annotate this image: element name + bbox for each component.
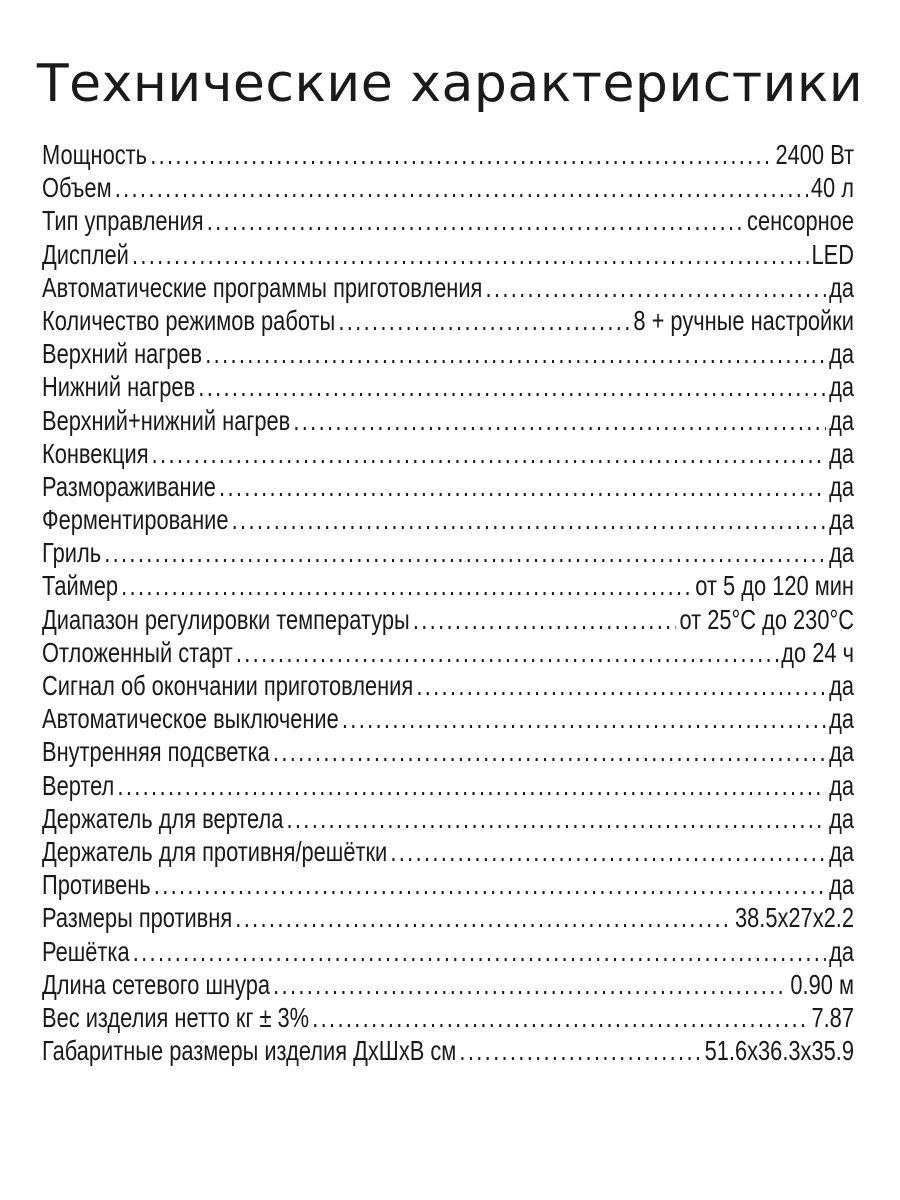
spec-label: Отложенный старт [42, 636, 233, 668]
dot-leader [236, 636, 778, 669]
spec-value: да [829, 537, 854, 569]
spec-row [42, 735, 854, 768]
spec-label: Дисплей [42, 238, 129, 270]
spec-value: да [829, 470, 854, 502]
spec-value: 51.6х36.3х35.9 [704, 1035, 854, 1067]
spec-row [42, 1034, 854, 1067]
spec-value: да [829, 371, 854, 403]
dot-leader [390, 835, 826, 868]
spec-row [42, 204, 854, 237]
dot-leader [132, 238, 808, 271]
spec-value: от 25°С до 230°С [679, 603, 854, 635]
spec-list [42, 138, 854, 1067]
dot-leader [152, 437, 826, 470]
spec-label: Тип управления [42, 205, 204, 237]
spec-row [42, 702, 854, 735]
spec-value: да [829, 437, 854, 469]
spec-row [42, 370, 854, 403]
dot-leader [235, 901, 732, 934]
spec-value: LED [811, 238, 854, 270]
spec-row [42, 337, 854, 370]
spec-row [42, 769, 854, 802]
spec-row [42, 503, 854, 536]
spec-row [42, 470, 854, 503]
spec-row [42, 835, 854, 868]
spec-label: Мощность [42, 139, 148, 170]
spec-row [42, 304, 854, 337]
spec-label: Верхний+нижний нагрев [42, 404, 291, 436]
spec-value: да [829, 504, 854, 536]
spec-row [42, 802, 854, 835]
dot-leader [413, 603, 676, 636]
dot-leader [219, 470, 826, 503]
dot-leader [342, 702, 826, 735]
dot-leader [115, 171, 808, 204]
spec-value: 8 + ручные настройки [633, 304, 854, 336]
spec-value: да [829, 802, 854, 834]
spec-value: да [829, 736, 854, 768]
spec-row [42, 935, 854, 968]
spec-row [42, 138, 854, 171]
spec-label: Диапазон регулировки температуры [42, 603, 410, 635]
dot-leader [117, 769, 826, 802]
spec-value: сенсорное [747, 205, 854, 237]
spec-row [42, 404, 854, 437]
spec-value: да [829, 869, 854, 901]
spec-label: Габаритные размеры изделия ДхШхВ см [42, 1035, 457, 1067]
spec-label: Объем [42, 172, 112, 204]
dot-leader [286, 802, 825, 835]
spec-value: да [829, 835, 854, 867]
spec-value: да [829, 404, 854, 436]
dot-leader [293, 404, 826, 437]
spec-value: да [829, 670, 854, 701]
spec-label: Ферментирование [42, 504, 229, 536]
spec-row [42, 868, 854, 901]
dot-leader [205, 337, 826, 370]
spec-row [42, 901, 854, 934]
spec-value: до 24 ч [781, 636, 854, 668]
spec-value: 2400 Вт [775, 139, 854, 170]
spec-value: 7.87 [811, 1001, 854, 1033]
spec-row [42, 603, 854, 636]
spec-row [42, 536, 854, 569]
spec-label: Таймер [42, 570, 119, 602]
dot-leader [198, 370, 826, 403]
dot-leader [150, 138, 772, 171]
spec-value: да [829, 703, 854, 735]
spec-label: Держатель для противня/решётки [42, 835, 388, 867]
spec-label: Гриль [42, 537, 102, 569]
spec-label: Противень [42, 869, 151, 901]
spec-row [42, 171, 854, 204]
spec-row [42, 569, 854, 602]
spec-label: Автоматические программы приготовления [42, 271, 483, 303]
spec-row [42, 437, 854, 470]
spec-value: да [829, 935, 854, 967]
spec-label: Вертел [42, 769, 115, 801]
dot-leader [154, 868, 826, 901]
spec-label: Количество режимов работы [42, 304, 336, 336]
spec-label: Вес изделия нетто кг ± 3% [42, 1001, 310, 1033]
spec-label: Размеры противня [42, 902, 233, 934]
spec-label: Решётка [42, 935, 130, 967]
dot-leader [459, 1034, 701, 1067]
spec-row [42, 1001, 854, 1034]
spec-label: Держатель для вертела [42, 802, 284, 834]
page-title: Технические характеристики [36, 54, 864, 114]
dot-leader [416, 669, 826, 702]
spec-value: 0.90 м [790, 968, 854, 1000]
spec-label: Нижний нагрев [42, 371, 196, 403]
dot-leader [273, 968, 787, 1001]
spec-value: 40 л [810, 172, 854, 204]
dot-leader [312, 1001, 808, 1034]
spec-label: Конвекция [42, 437, 149, 469]
spec-value: 38.5х27х2.2 [734, 902, 854, 934]
spec-row [42, 669, 854, 702]
dot-leader [121, 569, 692, 602]
spec-value: да [829, 338, 854, 370]
spec-label: Автоматическое выключение [42, 703, 339, 735]
dot-leader [486, 271, 826, 304]
dot-leader [232, 503, 826, 536]
spec-label: Размораживание [42, 470, 216, 502]
spec-value: от 5 до 120 мин [695, 570, 854, 602]
spec-row [42, 238, 854, 271]
dot-leader [104, 536, 826, 569]
spec-row [42, 271, 854, 304]
dot-leader [273, 735, 826, 768]
spec-label: Внутренняя подсветка [42, 736, 270, 768]
spec-row [42, 968, 854, 1001]
dot-leader [338, 304, 630, 337]
spec-label: Сигнал об окончании приготовления [42, 670, 414, 701]
spec-label: Длина сетевого шнура [42, 968, 271, 1000]
dot-leader [133, 935, 826, 968]
spec-row [42, 636, 854, 669]
dot-leader [207, 204, 744, 237]
spec-value: да [829, 769, 854, 801]
spec-label: Верхний нагрев [42, 338, 203, 370]
spec-value: да [829, 271, 854, 303]
